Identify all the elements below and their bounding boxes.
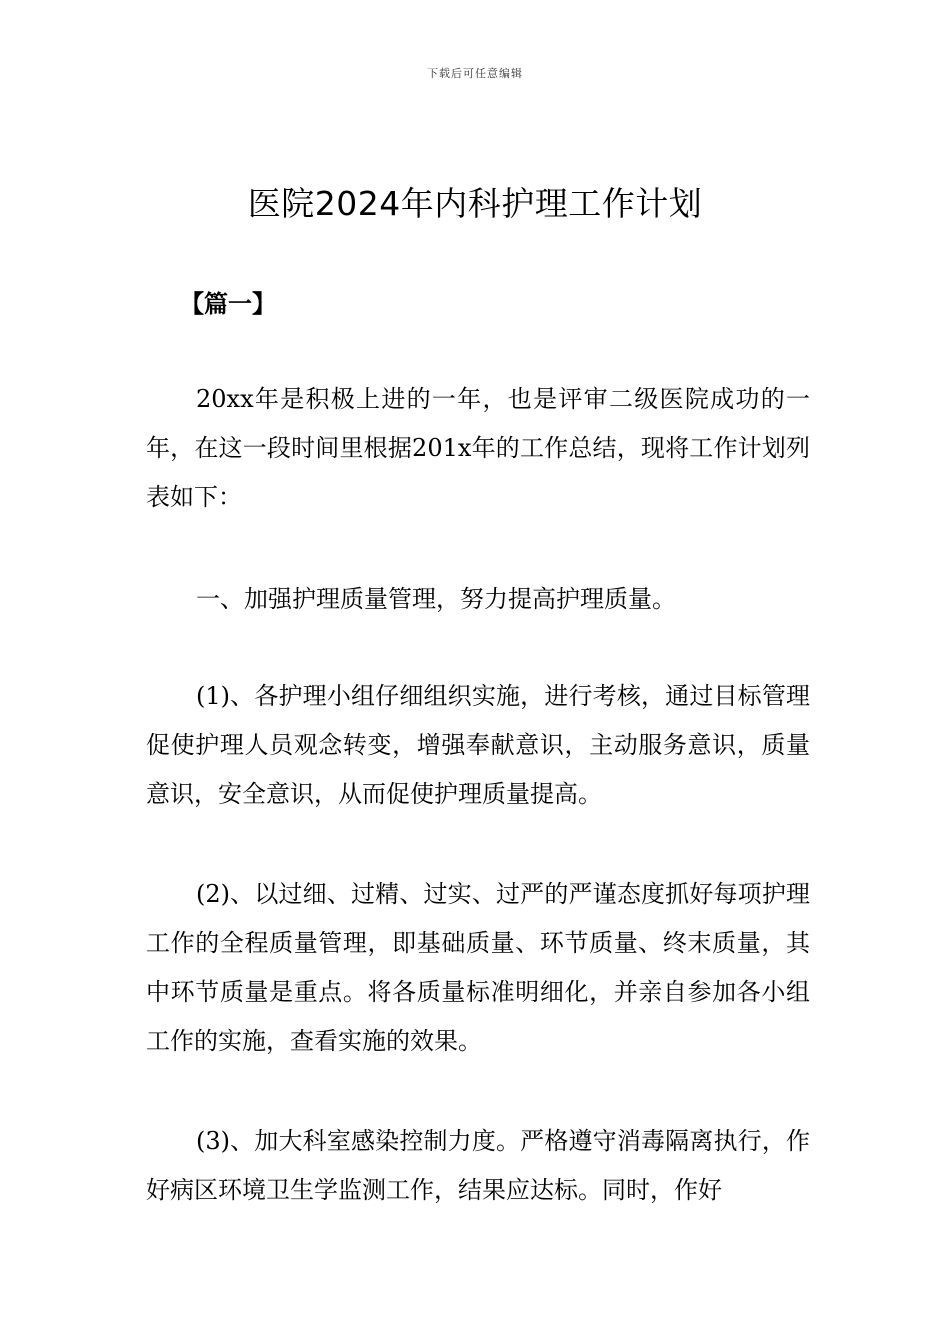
paragraph-intro: 20xx年是积极上进的一年，也是评审二级医院成功的一年，在这一段时间里根据201x年的工作总结，现将工作计划列表如下： [146,385,810,511]
page-header-note: 下载后可任意编辑 [427,67,523,80]
paragraph-heading-one: 一、加强护理质量管理，努力提高护理质量。 [196,585,676,613]
paragraph-item-3: (3)、加大科室感染控制力度。严格遵守消毒隔离执行，作好病区环境卫生学监测工作，结果应达标。同时，作好 [146,1127,810,1204]
paragraph-item-2: (2)、以过细、过精、过实、过严的严谨态度抓好每项护理工作的全程质量管理，即基础质量、环节质量、终末质量，其中环节质量是重点。将各质量标准明细化，并亲自参加各小组工作的实施，查看实施的效果。 [146,880,810,1055]
document-title: 医院2024年内科护理工作计划 [247,184,703,223]
paragraph-item-1: (1)、各护理小组仔细组织实施，进行考核，通过目标管理促使护理人员观念转变，增强奉献意识，主动服务意识，质量意识，安全意识，从而促使护理质量提高。 [146,682,810,808]
section-label: 【篇一】 [180,290,276,318]
